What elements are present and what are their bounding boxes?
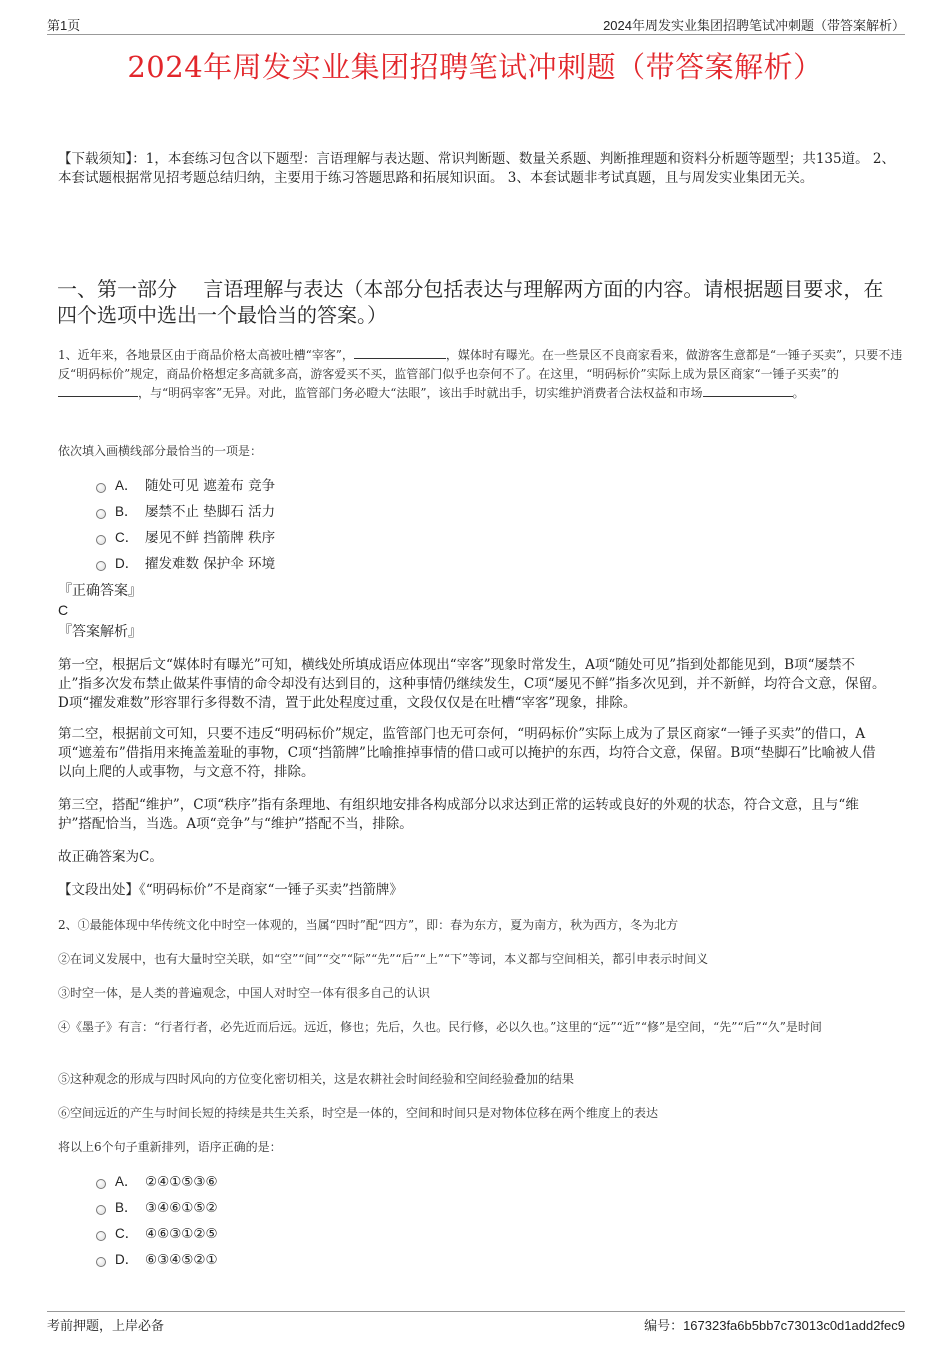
q1-text-part4: 。 bbox=[792, 386, 805, 400]
document-title: 2024年周发实业集团招聘笔试冲刺题（带答案解析） bbox=[127, 50, 823, 84]
q1-text-part1: 1、近年来，各地景区由于商品价格太高被吐槽“宰客”， bbox=[58, 348, 354, 362]
question-1-stem bbox=[58, 346, 903, 403]
passage-source: 【文段出处】《“明码标价”不是商家“一锤子买卖”挡箭牌》 bbox=[58, 882, 403, 898]
question-2-prompt: 将以上6个句子重新排列，语序正确的是： bbox=[58, 1140, 282, 1154]
q2-option-a[interactable]: A． ②④①⑤③⑥ bbox=[96, 1169, 218, 1195]
q1-text-part3: ，与“明码宰客”无异。对此，监管部门务必瞪大“法眼”，该出手时就出手，切实维护消费者合法权益和市场 bbox=[138, 386, 703, 400]
q1-option-a[interactable]: A． 随处可见 遮羞布 竞争 bbox=[96, 473, 275, 499]
radio-icon[interactable] bbox=[96, 1257, 106, 1267]
q2-sentence-6: ⑥空间远近的产生与时间长短的持续是共生关系，时空是一体的，空间和时间只是对物体位移在两个维度上的表达 bbox=[58, 1106, 659, 1120]
q2-sentence-5: ⑤这种观念的形成与四时风向的方位变化密切相关，这是农耕社会时间经验和空间经验叠加的结果 bbox=[58, 1072, 575, 1086]
radio-icon[interactable] bbox=[96, 561, 106, 571]
download-notice: 【下载须知】：1，本套练习包含以下题型：言语理解与表达题、常识判断题、数量关系题、判断推理题和资料分析题等题型；共135道。 2、本套试题根据常见招考题总结归纳，主要用于练习答题思路和拓展知识面。 3、本套试题非考试真题，且与周发实业集团无关。 bbox=[58, 151, 895, 186]
radio-icon[interactable] bbox=[96, 1231, 106, 1241]
q1-text-part2: ，媒体时有曝光。在一些景区不良商家看来，做游客生意都是“一锤子买卖”，只要不违反“明码标价”规定，商品价格想定多高就多高，游客爱买不买，监管部门似乎也奈何不了。在这里，“明码标价”实际上成为景区商家“一锤子买卖”的 bbox=[58, 348, 903, 381]
q1-blank-3 bbox=[703, 384, 793, 397]
radio-icon[interactable] bbox=[96, 509, 106, 519]
radio-icon[interactable] bbox=[96, 535, 106, 545]
q1-option-b[interactable]: B． 屡禁不止 垫脚石 活力 bbox=[96, 499, 275, 525]
section-heading: 一、第一部分 言语理解与表达（本部分包括表达与理解两方面的内容。请根据题目要求，在四个选项中选出一个最恰当的答案。） bbox=[57, 277, 884, 327]
question-1-options bbox=[96, 473, 275, 577]
page-header bbox=[47, 14, 905, 35]
analysis-conclusion: 故正确答案为C。 bbox=[58, 849, 163, 865]
page-footer bbox=[47, 1311, 905, 1334]
q1-option-d[interactable]: D． 擢发难数 保护伞 环境 bbox=[96, 551, 275, 577]
question-1-prompt: 依次填入画横线部分最恰当的一项是： bbox=[58, 444, 263, 458]
analysis-paragraph-2: 第二空，根据前文可知，只要不违反“明码标价”规定，监管部门也无可奈何，“明码标价”实际上成为了景区商家“一锤子买卖”的借口，A项“遮羞布”借指用来掩盖羞耻的事物，C项“挡箭牌”比喻推掉事情的借口或可以掩护的东西，均符合文意，保留。B项“垫脚石”比喻被人借以向上爬的人或事物，与文意不符，排除。 bbox=[58, 726, 876, 780]
radio-icon[interactable] bbox=[96, 1179, 106, 1189]
answer-label: 『正确答案』 bbox=[58, 583, 142, 599]
analysis-paragraph-3: 第三空，搭配“维护”，C项“秩序”指有条理地、有组织地安排各构成部分以求达到正常的运转或良好的外观的状态，符合文意，且与“维护”搭配恰当，当选。A项“竞争”与“维护”搭配不当，排除。 bbox=[58, 797, 859, 832]
header-doc-title: 2024年周发实业集团招聘笔试冲刺题（带答案解析） bbox=[603, 18, 905, 33]
q2-sentence-2: ②在词义发展中，也有大量时空关联，如“空”“间”“交”“际”“先”“后”“上”“下”等词，本义都与空间相关，都引申表示时间义 bbox=[58, 952, 709, 966]
page-number: 第1页 bbox=[47, 18, 81, 33]
q1-blank-1 bbox=[354, 346, 446, 359]
q1-option-c[interactable]: C． 屡见不鲜 挡箭牌 秩序 bbox=[96, 525, 275, 551]
q2-option-d[interactable]: D． ⑥③④⑤②① bbox=[96, 1247, 218, 1273]
analysis-paragraph-1: 第一空，根据后文“媒体时有曝光”可知，横线处所填成语应体现出“宰客”现象时常发生，A项“随处可见”指到处都能见到，B项“屡禁不止”指多次发布禁止做某件事情的命令却没有达到目的，这种事情仍继续发生，C项“屡见不鲜”指多次见到，并不新鲜，均符合文意，保留。D项“擢发难数”形容罪行多得数不清，置于此处程度过重，文段仅仅是在吐槽“宰客”现象，排除。 bbox=[58, 657, 886, 711]
radio-icon[interactable] bbox=[96, 483, 106, 493]
q2-sentence-3: ③时空一体，是人类的普遍观念，中国人对时空一体有很多自己的认识 bbox=[58, 986, 431, 1000]
q2-sentence-4: ④《墨子》有言：“行者行者，必先近而后远。远近，修也；先后，久也。民行修，必以久也。”这里的“远”“近”“修”是空间，“先”“后”“久”是时间 bbox=[58, 1020, 822, 1034]
footer-slogan: 考前押题，上岸必备 bbox=[47, 1319, 165, 1334]
q2-option-b[interactable]: B． ③④⑥①⑤② bbox=[96, 1195, 218, 1221]
document-code: 编号：167323fa6b5bb7c73013c0d1add2fec9 bbox=[644, 1318, 905, 1333]
q1-blank-2 bbox=[58, 384, 138, 397]
analysis-label: 『答案解析』 bbox=[58, 624, 142, 640]
answer-value: C bbox=[58, 602, 69, 618]
q2-option-c[interactable]: C． ④⑥③①②⑤ bbox=[96, 1221, 218, 1247]
question-2-options bbox=[96, 1169, 218, 1273]
q2-sentence-1: 2、①最能体现中华传统文化中时空一体观的，当属“四时”配“四方”，即：春为东方，夏为南方，秋为西方，冬为北方 bbox=[58, 918, 679, 932]
radio-icon[interactable] bbox=[96, 1205, 106, 1215]
